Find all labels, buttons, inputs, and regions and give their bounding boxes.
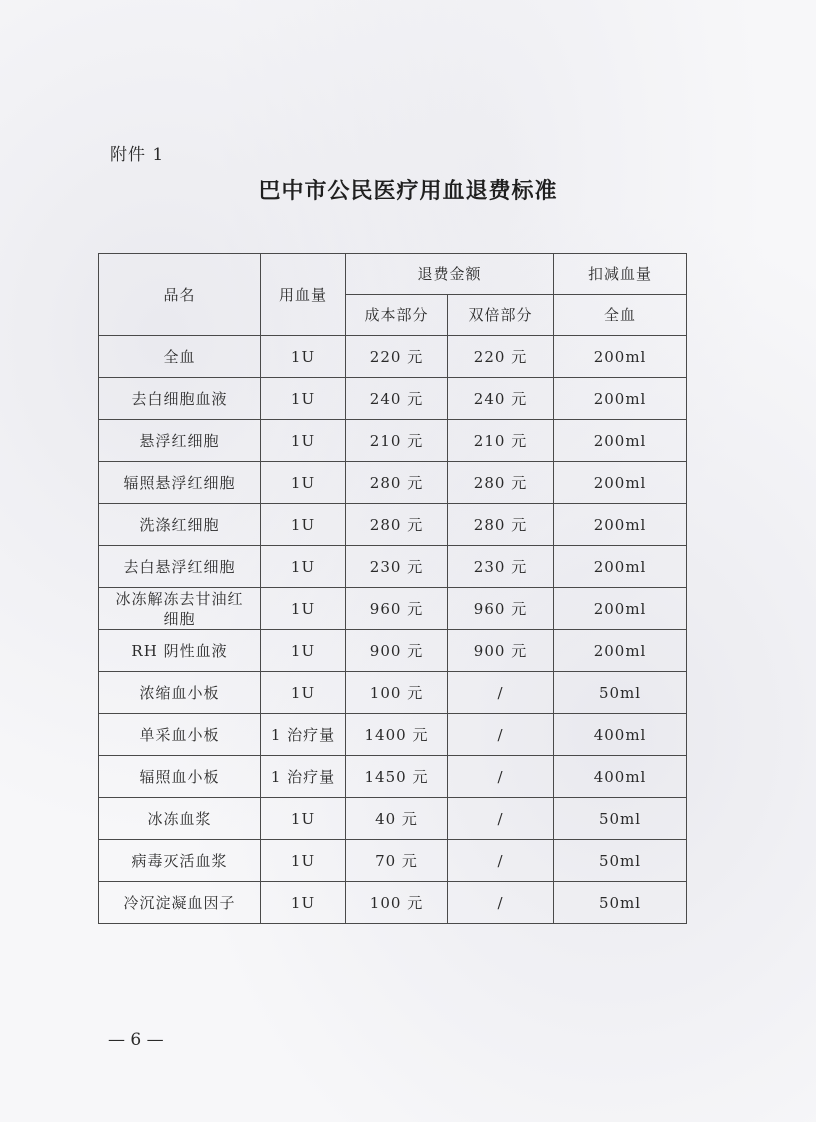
cell-deduct: 200ml <box>554 378 687 420</box>
document-title: 巴中市公民医疗用血退费标准 <box>258 178 558 204</box>
table-row <box>99 756 687 798</box>
cell-cost: 210 元 <box>346 420 448 462</box>
cell-double: 240 元 <box>448 378 554 420</box>
cell-cost: 1450 元 <box>346 756 448 798</box>
cell-name <box>99 462 261 504</box>
cell-double: 280 元 <box>448 504 554 546</box>
item-name: 浓缩血小板 <box>139 683 220 702</box>
header-cost-part: 成本部分 <box>346 295 448 336</box>
cell-usage: 1 治疗量 <box>261 714 346 756</box>
cell-double: / <box>448 840 554 882</box>
cell-cost: 1400 元 <box>346 714 448 756</box>
cell-deduct: 50ml <box>554 882 687 924</box>
item-name: 病毒灭活血浆 <box>131 851 228 870</box>
cell-usage: 1U <box>261 420 346 462</box>
cell-name <box>99 336 261 378</box>
cell-deduct: 200ml <box>554 504 687 546</box>
cell-cost: 280 元 <box>346 462 448 504</box>
cell-cost: 280 元 <box>346 504 448 546</box>
cell-cost: 960 元 <box>346 588 448 630</box>
cell-double: 220 元 <box>448 336 554 378</box>
cell-name <box>99 588 261 630</box>
cell-name <box>99 882 261 924</box>
header-name: 品名 <box>99 254 261 336</box>
cell-double: / <box>448 882 554 924</box>
cell-name <box>99 714 261 756</box>
table-header-row <box>99 254 687 295</box>
table-row <box>99 714 687 756</box>
cell-deduct: 200ml <box>554 630 687 672</box>
table-row <box>99 672 687 714</box>
cell-name <box>99 420 261 462</box>
table-row <box>99 420 687 462</box>
item-name: RH 阴性血液 <box>131 641 228 660</box>
item-name: 去白悬浮红细胞 <box>123 557 236 576</box>
cell-deduct: 200ml <box>554 588 687 630</box>
cell-deduct: 400ml <box>554 714 687 756</box>
cell-usage: 1U <box>261 840 346 882</box>
table-row <box>99 336 687 378</box>
header-deduct: 扣减血量 <box>554 254 687 295</box>
item-name: 冷沉淀凝血因子 <box>123 893 236 912</box>
cell-usage: 1U <box>261 630 346 672</box>
header-usage: 用血量 <box>261 254 346 336</box>
cell-double: / <box>448 798 554 840</box>
header-whole-blood: 全血 <box>554 295 687 336</box>
refund-standard-table <box>98 253 687 924</box>
cell-usage: 1 治疗量 <box>261 756 346 798</box>
cell-usage: 1U <box>261 504 346 546</box>
cell-name <box>99 630 261 672</box>
cell-cost: 240 元 <box>346 378 448 420</box>
cell-usage: 1U <box>261 882 346 924</box>
cell-deduct: 200ml <box>554 336 687 378</box>
cell-usage: 1U <box>261 672 346 714</box>
table-row <box>99 546 687 588</box>
item-name: 洗涤红细胞 <box>139 515 220 534</box>
cell-cost: 220 元 <box>346 336 448 378</box>
item-name: 辐照悬浮红细胞 <box>123 473 236 492</box>
cell-deduct: 50ml <box>554 798 687 840</box>
page-number: — 6 — <box>108 1030 164 1050</box>
cell-cost: 100 元 <box>346 882 448 924</box>
cell-cost: 230 元 <box>346 546 448 588</box>
cell-cost: 40 元 <box>346 798 448 840</box>
cell-deduct: 50ml <box>554 672 687 714</box>
cell-usage: 1U <box>261 588 346 630</box>
cell-double: / <box>448 672 554 714</box>
cell-double: 210 元 <box>448 420 554 462</box>
table-row <box>99 462 687 504</box>
cell-usage: 1U <box>261 798 346 840</box>
item-name: 去白细胞血液 <box>131 389 228 408</box>
cell-double: / <box>448 756 554 798</box>
cell-double: 900 元 <box>448 630 554 672</box>
header-refund-amount: 退费金额 <box>346 254 554 295</box>
cell-double: 280 元 <box>448 462 554 504</box>
cell-deduct: 50ml <box>554 840 687 882</box>
table-row <box>99 504 687 546</box>
cell-name <box>99 672 261 714</box>
cell-name <box>99 378 261 420</box>
cell-usage: 1U <box>261 462 346 504</box>
table-row <box>99 882 687 924</box>
cell-deduct: 200ml <box>554 546 687 588</box>
header-double-part: 双倍部分 <box>448 295 554 336</box>
item-name: 辐照血小板 <box>139 767 220 786</box>
cell-double: 230 元 <box>448 546 554 588</box>
table-row <box>99 840 687 882</box>
cell-deduct: 200ml <box>554 420 687 462</box>
cell-deduct: 400ml <box>554 756 687 798</box>
cell-usage: 1U <box>261 546 346 588</box>
cell-name <box>99 504 261 546</box>
cell-name <box>99 546 261 588</box>
table-row <box>99 798 687 840</box>
item-name: 冰冻解冻去甘油红细胞 <box>115 589 244 628</box>
item-name: 全血 <box>163 347 196 366</box>
cell-name <box>99 798 261 840</box>
cell-usage: 1U <box>261 378 346 420</box>
table-row <box>99 378 687 420</box>
cell-usage: 1U <box>261 336 346 378</box>
attachment-label: 附件 1 <box>110 145 165 165</box>
cell-name <box>99 840 261 882</box>
item-name: 冰冻血浆 <box>147 809 212 828</box>
cell-name <box>99 756 261 798</box>
cell-cost: 100 元 <box>346 672 448 714</box>
item-name: 悬浮红细胞 <box>139 431 220 450</box>
item-name: 单采血小板 <box>139 725 220 744</box>
table-row <box>99 630 687 672</box>
cell-cost: 900 元 <box>346 630 448 672</box>
cell-deduct: 200ml <box>554 462 687 504</box>
table-row <box>99 588 687 630</box>
cell-double: / <box>448 714 554 756</box>
cell-double: 960 元 <box>448 588 554 630</box>
cell-cost: 70 元 <box>346 840 448 882</box>
